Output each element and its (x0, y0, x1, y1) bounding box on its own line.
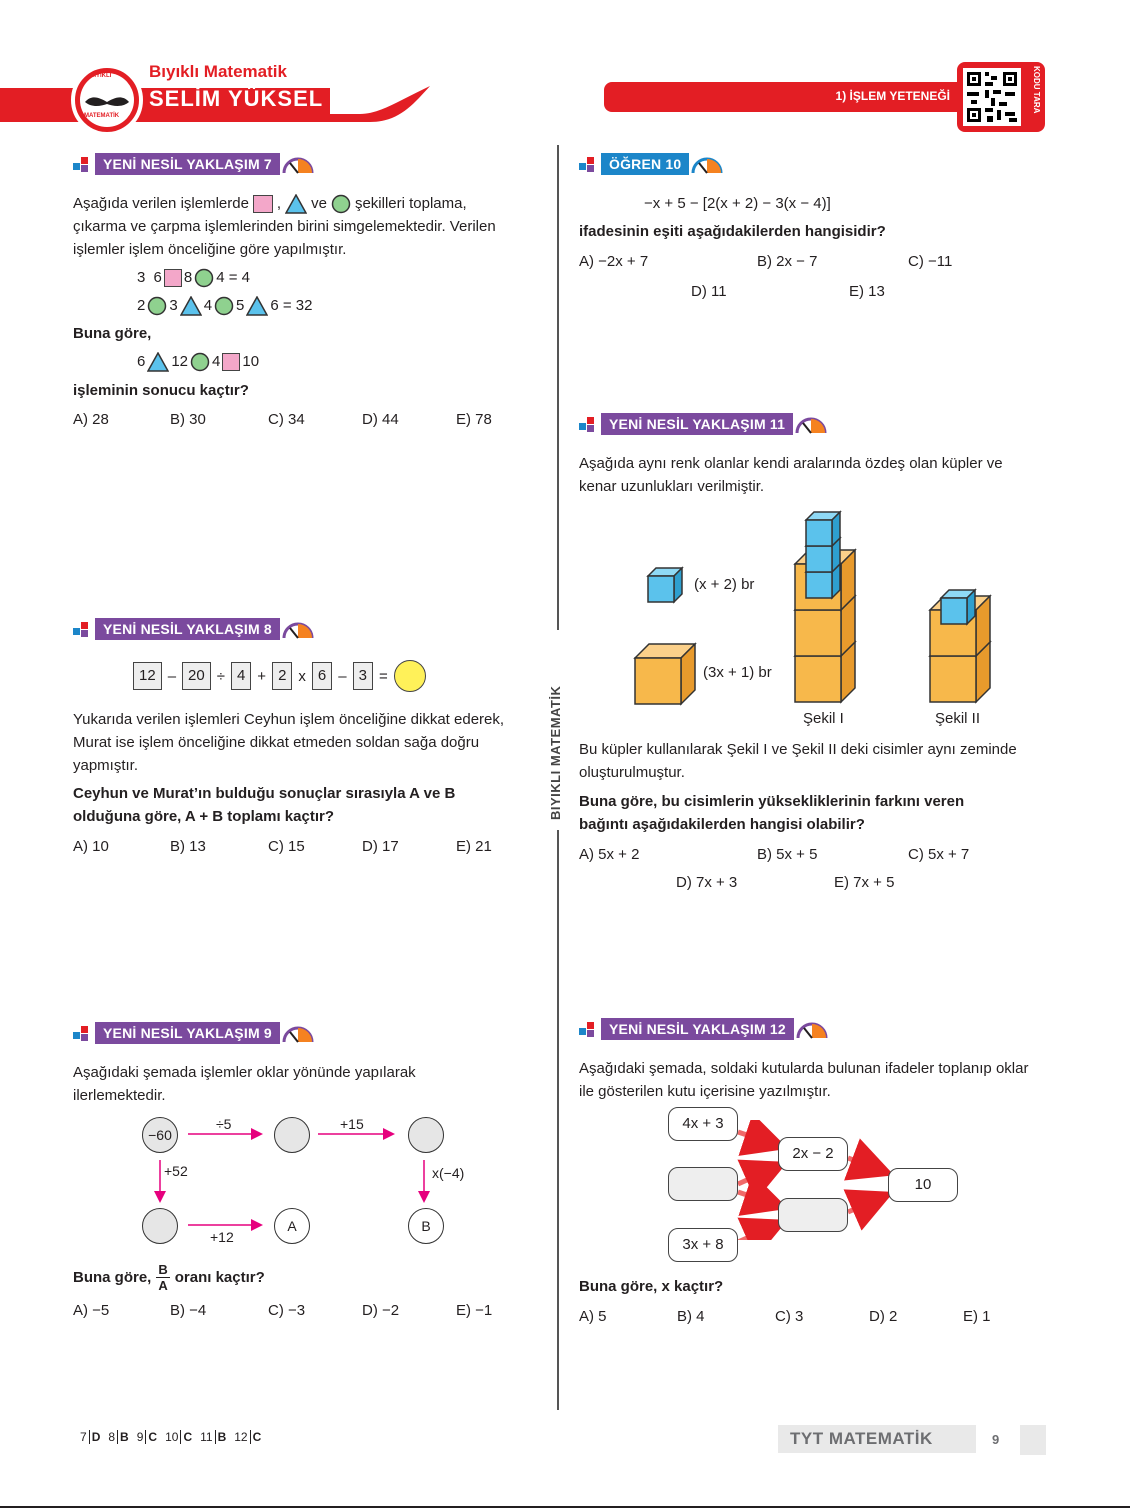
speedometer-icon (794, 1016, 830, 1042)
q11-line3: Bu küpler kullanılarak Şekil I ve Şekil II deki cisimler aynı zeminde (579, 741, 1017, 758)
q9-node-4 (142, 1208, 178, 1244)
eq2-b: 3 (169, 297, 178, 314)
q7-option-b[interactable]: B) 30 (170, 411, 206, 428)
q8-option-b[interactable]: B) 13 (170, 838, 206, 855)
side-label: BIYIKLI MATEMATİK (548, 630, 563, 830)
shape2-blue-cube (941, 590, 975, 624)
q9-badge: YENİ NESİL YAKLAŞIM 9 (95, 1022, 280, 1044)
puzzle-icon (579, 1020, 601, 1038)
q10-expression: −x + 5 − [2(x + 2) − 3(x − 4)] (644, 195, 831, 212)
q9-fraction (156, 1262, 169, 1293)
topic-label: 1) İŞLEM YETENEĞİ (835, 89, 950, 103)
q7-intro-a: Aşağıda verilen işlemlerde (73, 195, 249, 212)
q11-option-e[interactable]: E) 7x + 5 (834, 874, 895, 891)
speedometer-icon (280, 151, 316, 177)
q11-option-a[interactable]: A) 5x + 2 (579, 846, 640, 863)
q7-option-c[interactable]: C) 34 (268, 411, 305, 428)
q9-line1: Aşağıdaki şemada işlemler oklar yönünde yapılarak (73, 1064, 416, 1081)
q9-question (73, 1262, 265, 1293)
expr-a: 6 (137, 353, 146, 370)
q7-equation-2 (137, 294, 313, 317)
q8-op-3: + (257, 667, 267, 685)
q9-op-plus15: +15 (340, 1116, 364, 1132)
q9-op-times: x(−4) (432, 1165, 465, 1181)
eq1-a: 3 (137, 269, 146, 286)
eq2-c: 4 (203, 297, 213, 314)
eq2-e: 6 = 32 (270, 297, 313, 314)
puzzle-icon (579, 415, 601, 433)
q9-node-3 (408, 1117, 444, 1153)
answer-key-item: 7 D (80, 1430, 101, 1444)
puzzle-icon (73, 620, 95, 638)
expr-b: 12 (171, 353, 189, 370)
q8-badge: YENİ NESİL YAKLAŞIM 8 (95, 618, 280, 640)
q11-option-c[interactable]: C) 5x + 7 (908, 846, 970, 863)
q7-comma: , (276, 195, 282, 212)
q7-question: işleminin sonucu kaçtır? (73, 382, 249, 399)
q8-q2: olduğuna göre, A + B toplamı kaçtır? (73, 808, 334, 825)
q8-op-4: x (298, 667, 306, 685)
q11-option-d[interactable]: D) 7x + 3 (676, 874, 738, 891)
q7-option-a[interactable]: A) 28 (73, 411, 109, 428)
q9-frac-den: A (158, 1278, 168, 1293)
qr-code-icon (963, 68, 1021, 126)
q7-line2: çıkarma ve çarpma işlemlerinden birini simgelemektedir. Verilen (73, 218, 496, 235)
answer-key-item: 11 B (200, 1430, 227, 1444)
q11-option-b[interactable]: B) 5x + 5 (757, 846, 818, 863)
answer-key-item: 9 C (136, 1430, 158, 1444)
q8-box-5: 6 (312, 662, 332, 690)
yellow-result-circle (394, 660, 426, 692)
q8-header (73, 618, 316, 640)
pink-square-icon (164, 269, 182, 287)
eq1-c: 8 (183, 269, 193, 286)
q12-header (579, 1018, 830, 1040)
pink-square-icon (222, 353, 240, 371)
answer-key-item: 10 C (165, 1430, 193, 1444)
small-cube-icon (648, 568, 682, 602)
q12-option-e[interactable]: E) 1 (963, 1308, 991, 1325)
q9-option-a[interactable]: A) −5 (73, 1302, 110, 1319)
q9-header (73, 1022, 316, 1044)
q9-q-b: oranı kaçtır? (174, 1269, 265, 1286)
q8-q1: Ceyhun ve Murat’ın bulduğu sonuçlar sırasıyla A ve B (73, 785, 456, 802)
expr-c: 4 (212, 353, 221, 370)
brand-line2: SELİM YÜKSEL (149, 86, 324, 111)
q11-badge: YENİ NESİL YAKLAŞIM 11 (601, 413, 793, 435)
q8-option-e[interactable]: E) 21 (456, 838, 492, 855)
q8-op-1: – (167, 667, 177, 685)
q8-line1: Yukarıda verilen işlemleri Ceyhun işlem önceliğine dikkat ederek, (73, 711, 505, 728)
q12-box-right: 10 (888, 1168, 958, 1202)
q12-box-left-middle (668, 1167, 738, 1201)
q11-fig1-label: Şekil I (803, 710, 844, 727)
footer-subject: TYT MATEMATİK (790, 1429, 933, 1448)
q7-and: ve (311, 195, 327, 212)
q7-badge: YENİ NESİL YAKLAŞIM 7 (95, 153, 280, 175)
brand-line1: Bıyıklı Matematik (149, 62, 287, 81)
green-circle-icon (214, 296, 234, 316)
green-circle-icon (147, 296, 167, 316)
puzzle-icon (73, 1024, 95, 1042)
qr-block[interactable] (957, 62, 1045, 132)
q10-badge: ÖĞREN 10 (601, 153, 689, 175)
blue-triangle-icon (246, 296, 268, 316)
q9-option-b[interactable]: B) −4 (170, 1302, 207, 1319)
q9-option-c[interactable]: C) −3 (268, 1302, 306, 1319)
eq1-d: 4 = 4 (216, 269, 250, 286)
q12-box-top: 4x + 3 (668, 1107, 738, 1141)
eq2-a: 2 (137, 297, 146, 314)
q9-op-plus12: +12 (210, 1229, 234, 1245)
q10-option-b[interactable]: B) 2x − 7 (757, 253, 818, 270)
q11-header (579, 413, 829, 435)
expr-d: 10 (242, 353, 260, 370)
q7-equation-1 (137, 266, 250, 289)
q7-expression (137, 350, 259, 373)
puzzle-icon (73, 155, 95, 173)
blue-triangle-icon (285, 194, 307, 214)
q9-node-b: B (408, 1208, 444, 1244)
q12-option-c[interactable]: C) 3 (775, 1308, 804, 1325)
green-circle-icon (331, 194, 351, 214)
q9-op-divide: ÷5 (216, 1116, 232, 1132)
q7-intro-b: şekilleri toplama, (354, 195, 467, 212)
brand-badge-top: BIYIKLI (90, 73, 112, 79)
qr-label: KODU TARA (1032, 66, 1041, 114)
q11-line4: oluşturulmuştur. (579, 764, 685, 781)
blue-triangle-icon (180, 296, 202, 316)
answer-key (80, 1430, 261, 1444)
q10-option-e[interactable]: E) 13 (849, 283, 885, 300)
q12-line1: Aşağıdaki şemada, soldaki kutularda bulunan ifadeler toplanıp oklar (579, 1060, 1029, 1077)
q9-node-2 (274, 1117, 310, 1153)
speedometer-icon (280, 616, 316, 642)
q12-box-bottom: 3x + 8 (668, 1228, 738, 1262)
speedometer-icon (280, 1020, 316, 1046)
footer-tab (1020, 1425, 1046, 1455)
q7-intro (73, 192, 467, 215)
answer-key-item: 12 C (234, 1430, 262, 1444)
q8-box-2: 20 (182, 662, 211, 690)
topic-bar (604, 82, 964, 112)
q7-option-e[interactable]: E) 78 (456, 411, 492, 428)
q8-line2: Murat ise işlem önceliğine dikkat etmeden soldan sağa doğru (73, 734, 480, 751)
q8-option-d[interactable]: D) 17 (362, 838, 399, 855)
q12-option-d[interactable]: D) 2 (869, 1308, 898, 1325)
q9-node-a: A (274, 1208, 310, 1244)
q8-box-1: 12 (133, 662, 162, 690)
q12-option-a[interactable]: A) 5 (579, 1308, 607, 1325)
q8-op-6: = (378, 667, 388, 685)
q9-line2: ilerlemektedir. (73, 1087, 166, 1104)
q11-fig2-label: Şekil II (935, 710, 981, 727)
speedometer-icon (793, 411, 829, 437)
q8-box-expression (133, 660, 426, 692)
q7-header (73, 153, 316, 175)
answer-key-item: 8 B (108, 1430, 129, 1444)
bottom-rule (0, 1506, 1130, 1508)
q9-op-plus52: +52 (164, 1163, 188, 1179)
q10-header (579, 153, 725, 175)
q8-op-5: – (338, 667, 347, 685)
q9-q-a: Buna göre, (73, 1269, 152, 1286)
q11-q1: Buna göre, bu cisimlerin yüksekliklerinin farkını veren (579, 793, 965, 810)
q7-line3: işlemler işlem önceliğine göre yapılmıştır. (73, 241, 347, 258)
q11-line2: kenar uzunlukları verilmiştir. (579, 478, 765, 495)
shape1-blue-stack (806, 512, 840, 546)
q8-op-2: ÷ (216, 667, 225, 685)
q8-box-6: 3 (353, 662, 373, 690)
q10-option-c[interactable]: C) −11 (908, 253, 953, 270)
q11-q2: bağıntı aşağıdakilerden hangisi olabilir? (579, 816, 865, 833)
speedometer-icon (689, 151, 725, 177)
q8-box-3: 4 (231, 662, 251, 690)
q12-box-mid-top: 2x − 2 (778, 1137, 848, 1171)
q11-cubes-figure (630, 510, 1010, 710)
q8-box-4: 2 (272, 662, 292, 690)
pink-square-icon (253, 195, 273, 213)
brand-badge-bottom: MATEMATİK (84, 113, 120, 119)
q8-option-c[interactable]: C) 15 (268, 838, 305, 855)
q9-option-e[interactable]: E) −1 (456, 1302, 493, 1319)
q8-line3: yapmıştır. (73, 757, 139, 774)
q10-question: ifadesinin eşiti aşağıdakilerden hangisidir? (579, 223, 886, 240)
q12-badge: YENİ NESİL YAKLAŞIM 12 (601, 1018, 794, 1040)
q9-option-d[interactable]: D) −2 (362, 1302, 400, 1319)
q12-question: Buna göre, x kaçtır? (579, 1278, 724, 1295)
q11-line1: Aşağıda aynı renk olanlar kendi aralarında özdeş olan küpler ve (579, 455, 1003, 472)
blue-triangle-icon (147, 352, 169, 372)
q12-option-b[interactable]: B) 4 (677, 1308, 705, 1325)
q7-option-d[interactable]: D) 44 (362, 411, 399, 428)
q7-given: Buna göre, (73, 325, 152, 342)
footer-subject-bar (778, 1425, 976, 1453)
big-cube-icon (635, 644, 695, 704)
q8-option-a[interactable]: A) 10 (73, 838, 109, 855)
page-number: 9 (992, 1432, 1000, 1447)
eq1-b: 6 (153, 269, 162, 286)
q10-option-d[interactable]: D) 11 (691, 283, 727, 300)
green-circle-icon (194, 268, 214, 288)
q9-frac-num: B (158, 1262, 168, 1277)
puzzle-icon (579, 155, 601, 173)
eq2-d: 5 (236, 297, 245, 314)
q9-node-start: −60 (142, 1117, 178, 1153)
q10-option-a[interactable]: A) −2x + 7 (579, 253, 649, 270)
q12-box-mid-bottom (778, 1198, 848, 1232)
q11-big-label: (3x + 1) br (703, 664, 772, 681)
q11-small-label: (x + 2) br (694, 576, 755, 593)
q12-line2: ile gösterilen kutu içerisine yazılmıştır. (579, 1083, 831, 1100)
green-circle-icon (190, 352, 210, 372)
